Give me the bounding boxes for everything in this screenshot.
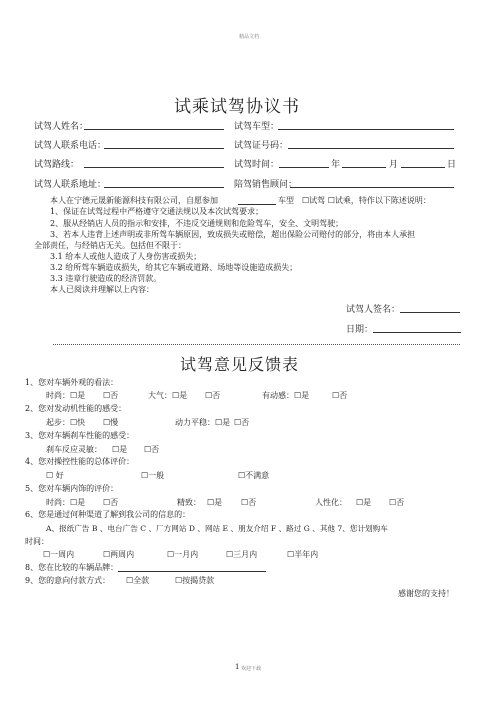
q4-option-unsatisfied[interactable]: ☐不满意 (238, 471, 270, 480)
month-unit: 月 (389, 160, 399, 170)
intro-options[interactable]: ☐试驾 ☐试乘，特作以下陈述说明： (302, 196, 431, 205)
time-option-3[interactable]: ☐一月内 (167, 550, 199, 559)
date-field[interactable] (373, 332, 461, 333)
q5-option-d[interactable]: ☐是 (207, 498, 223, 507)
q9-label: 9、您的意向付款方式： (25, 576, 111, 585)
q5-prompt-humane: 人性化： (315, 498, 347, 507)
q9-option-loan[interactable]: ☐按揭贷款 (175, 576, 215, 585)
read-confirm: 本人已阅读并理解以上内容： (50, 285, 154, 294)
time-option-2[interactable]: ☐两周内 (103, 550, 135, 559)
q8-label: 8、您在比较的车辆品牌： (25, 563, 119, 572)
section-divider (53, 344, 460, 345)
statement-item-3: 3、若本人违背上述声明或非所驾车辆原因，致成损失或赔偿，超出保险公司赔付的部分，将由本人承担 (50, 230, 416, 239)
statement-sub-3-1: 3.1 给本人或他人造成了人身伤害或损失； (50, 252, 202, 261)
feedback-title: 试驾意见反馈表 (180, 355, 300, 374)
q3-prompt: 刹车反应灵敏： (46, 445, 102, 454)
q2-label: 2、您对发动机性能的感受： (25, 404, 127, 413)
intro-car-label: 车型 (278, 196, 294, 205)
phone-label: 试驾人联系电话： (34, 141, 107, 151)
q1-option-c[interactable]: 大气：☐是 (148, 391, 188, 400)
signature-label: 试驾人签名： (346, 305, 401, 315)
q1-label: 1、您对车辆外观的看法： (25, 378, 119, 387)
signature-field[interactable] (400, 312, 460, 313)
thanks-text: 感谢您的支持！ (398, 589, 454, 598)
q4-option-average[interactable]: ☐一般 (141, 471, 165, 480)
phone-field[interactable] (104, 148, 224, 149)
name-field[interactable] (84, 129, 224, 130)
time-label: 试驾时间： (234, 160, 280, 170)
q3-option-no[interactable]: ☐否 (144, 445, 160, 454)
consultant-label: 陪驾销售顾问： (234, 180, 298, 190)
route-label: 试驾路线： (34, 160, 80, 170)
q5-option-g[interactable]: ☐是 (356, 498, 372, 507)
q1-option-f[interactable]: ☐否 (332, 391, 348, 400)
consultant-field[interactable] (290, 187, 454, 188)
q1-option-d[interactable]: ☐否 (205, 391, 221, 400)
agreement-title: 试乘试驾协议书 (174, 97, 300, 117)
time-option-4[interactable]: ☐三月内 (226, 550, 258, 559)
time-option-5[interactable]: ☐半年内 (287, 550, 319, 559)
license-label: 试驾证号码： (234, 141, 289, 151)
q2-option-b[interactable]: ☐慢 (103, 418, 119, 427)
q1-option-e[interactable]: 有动感：☐是 (262, 391, 310, 400)
car-model-label: 试驾车型： (234, 122, 280, 132)
q5-option-e[interactable]: ☐否 (241, 498, 257, 507)
address-label: 试驾人联系地址： (34, 180, 107, 190)
q1-option-a[interactable]: 时尚：☐是 (46, 391, 86, 400)
q5-option-b[interactable]: ☐否 (103, 498, 119, 507)
q9-option-full[interactable]: ☐全款 (126, 576, 150, 585)
q2-option-a[interactable]: 起步：☐快 (46, 418, 86, 427)
statement-item-2: 2、服从经销店人员的指示和安排，不违反交通规则和危险驾车，安全、文明驾驶； (50, 219, 344, 228)
q7-time-label: 时间： (25, 537, 49, 546)
statement-sub-3-3: 3.3 违章行驶造成的经济罚款。 (50, 274, 162, 283)
address-field[interactable] (104, 187, 224, 188)
q4-label: 4、您对操控性能的总体评价： (25, 457, 135, 466)
header-note: 精品文档 (239, 34, 260, 40)
intro-car-field[interactable] (238, 204, 276, 205)
page-number: 1 (235, 663, 240, 671)
q5-label: 5、您对车辆内饰的评价： (25, 484, 119, 493)
q6-label: 6、您是通过何种渠道了解到我公司的信息的： (25, 510, 191, 519)
statement-item-3-cont: 全部责任，与经销店无关。包括但不限于： (34, 241, 186, 250)
q3-label: 3、您对车辆刹车性能的感受： (25, 431, 135, 440)
time-option-1[interactable]: ☐一周内 (43, 550, 75, 559)
license-field[interactable] (288, 148, 454, 149)
q1-option-b[interactable]: ☐否 (103, 391, 119, 400)
q8-field[interactable] (118, 571, 266, 572)
day-unit: 日 (447, 160, 457, 170)
name-label: 试驾人姓名： (34, 122, 89, 132)
statement-sub-3-2: 3.2 给所驾车辆造成损失，给其它车辆或道路、场地等设施造成损失； (50, 263, 298, 272)
day-field[interactable] (401, 167, 445, 168)
statement-item-1: 1、保证在试驾过程中严格遵守交通法规以及本次试驾要求； (50, 207, 264, 216)
car-model-field[interactable] (278, 129, 454, 130)
date-label: 日期： (346, 325, 374, 335)
footer-note: 欢迎下载 (241, 666, 262, 672)
year-field[interactable] (279, 167, 329, 168)
q5-option-h[interactable]: ☐否 (389, 498, 405, 507)
q3-option-yes[interactable]: ☐是 (112, 445, 128, 454)
q5-option-a[interactable]: 时尚：☐是 (46, 498, 86, 507)
year-unit: 年 (331, 160, 341, 170)
q6-options[interactable]: A、报纸广告 B 、电台广告 C 、厂方网站 D 、网站 E 、朋友介绍 F 、路过 G 、其他 7、您计划购车 (46, 524, 388, 533)
month-field[interactable] (342, 167, 386, 168)
intro-text: 本人在宁德元晟新能源科技有限公司，自愿参加 (50, 196, 218, 205)
q2-option-d[interactable]: ☐否 (234, 418, 250, 427)
route-field[interactable] (84, 167, 224, 168)
q4-option-good[interactable]: ☐ 好 (46, 471, 64, 480)
q2-option-c[interactable]: 动力平稳：☐是 (175, 418, 231, 427)
q5-prompt-refined: 精致： (177, 498, 201, 507)
